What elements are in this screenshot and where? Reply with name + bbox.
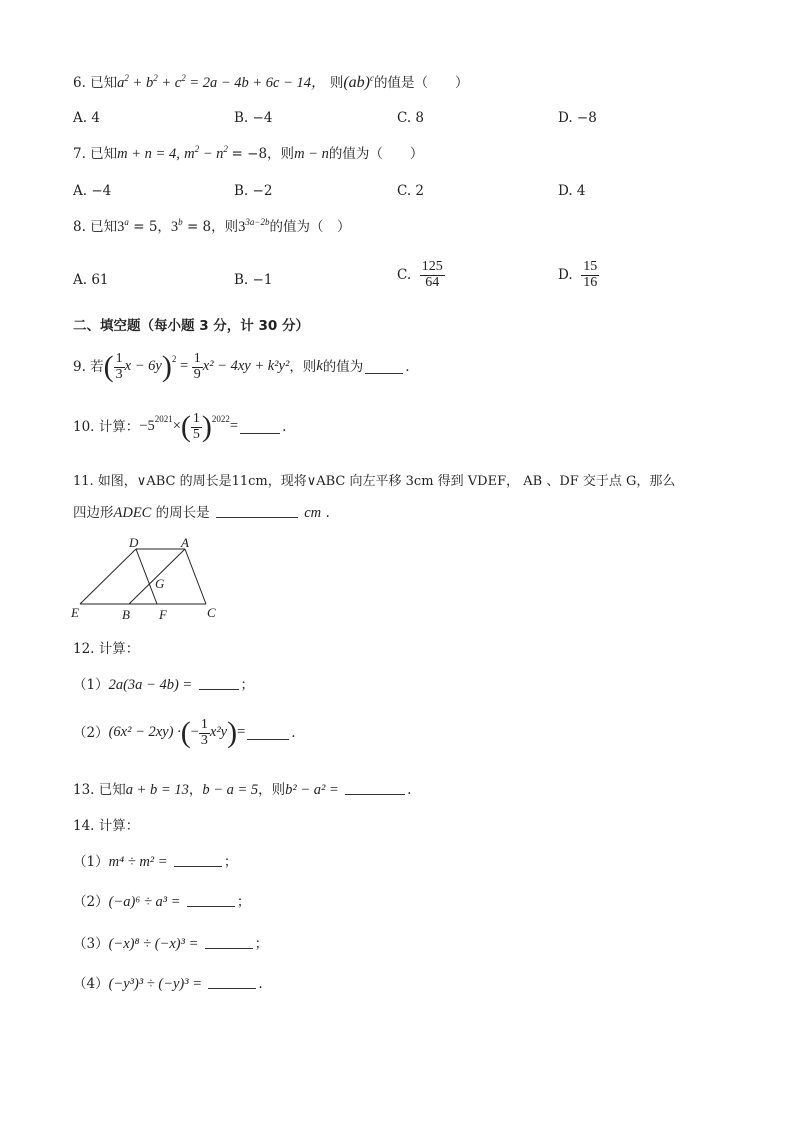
segment-ac [185,549,206,604]
q7-option-d[interactable]: D. 4 [558,183,586,199]
q8-d-numerator: 15 [583,259,598,274]
q13-answer-blank[interactable] [345,782,405,795]
label-a: A [181,535,189,550]
q7-cond2-lhs: $m^2 - n^2$ [184,144,228,162]
label-f: F [159,607,167,622]
q9-value-text: 的值为 [322,359,364,376]
q14-part-4: （4）(−y³)³ ÷ (−y)³ = . [73,976,263,992]
q6-equation-rhs: = 2a − 4b + 6c − 14， [189,75,326,91]
label-b: B [122,607,130,622]
q10-base: −5 [139,418,155,435]
q6-then: 则 [329,75,344,91]
label-g: G [155,576,165,591]
q8-cond1-rhs: = 5， [128,219,171,235]
question-13: 13. 已知a + b = 13，b − a = 5，则b² − a² = . [73,782,412,798]
q6-prefix: 6. 已知 [73,75,118,91]
q14-3-answer-blank[interactable] [205,936,253,949]
q14-part-3: （3）(−x)⁸ ÷ (−x)³ = ； [73,936,269,952]
q12-1-answer-blank[interactable] [199,677,239,690]
q8-c-denominator: 64 [425,274,440,290]
q8-value-text: 的值为（ ） [269,219,351,235]
q9-frac-1-3: $\frac{1}{3}$ [115,351,123,382]
question-14-title: 14. 计算： [73,818,140,834]
q8-cond2-power: 3$^b$ [170,217,183,235]
q10-answer-blank[interactable] [240,421,280,434]
label-c: C [207,605,216,620]
q8-target: $3^{3a-2b}$ [238,217,270,235]
q8-cond2-rhs: = 8，则 [182,219,239,235]
q12-2-answer-blank[interactable] [247,727,289,740]
q6-option-b[interactable]: B. −4 [234,110,273,126]
q8-option-c-label: C. [397,267,412,284]
q8-option-b[interactable]: B. −1 [234,272,273,288]
question-7 [73,146,423,163]
q9-inner: x − 6y [124,358,162,375]
q8-option-d-label: D. [558,267,573,284]
q14-4-answer-blank[interactable] [208,976,256,989]
question-10: 10. 计算： −5 2021 × ( $\frac{1}{5}$ ) 2022 = . [73,410,287,444]
q10-exp2: 2022 [211,414,230,424]
question-9: 9. 若 ( $\frac{1}{3}$ x − 6y ) 2 = $\frac{1}{9}$ x² − 4xy + k²y² ，则 k 的值为 . [73,350,410,384]
q6-option-d[interactable]: D. −8 [558,110,597,126]
q6-value-text: 的值是（ ） [373,75,469,91]
segment-ed [80,549,136,604]
q7-value-text: 的值为（ ） [328,146,424,162]
q8-cond1-power: 3$^a$ [117,217,129,235]
q10-exp1: 2021 [154,414,173,424]
q6-option-c[interactable]: C. 8 [397,110,425,126]
q8-option-d[interactable] [558,260,599,290]
q7-cond2-rhs: = −8，则 [231,146,295,162]
section-2-heading: 二、填空题（每小题 3 分，计 30 分） [73,318,309,334]
q10-prefix: 10. 计算： [73,419,140,436]
q11-answer-blank[interactable] [216,505,298,518]
q10-frac-1-5: $\frac{1}{5}$ [192,411,200,442]
q6-option-a[interactable]: A. 4 [73,110,100,126]
question-11-line-2: 四边形ADEC 的周长是 cm . [73,505,330,521]
label-e: E [71,605,79,620]
q8-option-c[interactable] [397,260,445,290]
segment-df [136,549,157,604]
q7-option-a[interactable]: A. −4 [73,183,112,199]
q7-prefix: 7. 已知 [73,146,118,162]
q9-prefix: 9. 若 [73,359,104,376]
q8-d-denominator: 16 [583,274,598,290]
q12-part-1: （1）2a(3a − 4b) = ； [73,677,254,693]
q12-frac-1-3: $\frac{1}{3}$ [200,717,208,748]
question-11-line-1: 11. 如图，∨ABC 的周长是11cm，现将∨ABC 向左平移 3cm 得到 VDEF， AB 、DF 交于点 G，那么 [73,474,676,489]
q8-option-c-fraction [420,260,445,290]
question-12-title: 12. 计算： [73,641,140,657]
q7-option-c[interactable]: C. 2 [397,183,425,199]
q8-option-d-fraction [581,260,599,290]
q8-c-numerator: 125 [421,259,443,274]
q14-2-answer-blank[interactable] [187,894,235,907]
q9-rhs: x² − 4xy + k²y² [202,358,290,375]
q14-part-2: （2）(−a)⁶ ÷ a³ = ； [73,894,251,910]
q7-target: m − n [294,146,329,162]
q12-part-2: （2） (6x² − 2xy) · ( − $\frac{1}{3}$ x²y ) = . [73,716,296,750]
q6-target: (ab)$^c$ [343,73,374,91]
q8-prefix: 8. 已知 [73,219,118,235]
q9-frac-1-9: $\frac{1}{9}$ [193,351,201,382]
question-8 [73,219,350,236]
q9-k: k [316,358,323,375]
q9-tail: ，则 [289,359,317,376]
q7-option-b[interactable]: B. −2 [234,183,273,199]
q14-part-1: （1）m⁴ ÷ m² = ； [73,854,238,870]
q8-option-a[interactable]: A. 61 [73,272,109,288]
q14-1-answer-blank[interactable] [174,854,222,867]
q9-answer-blank[interactable] [365,361,403,374]
q11-figure [68,533,228,625]
label-d: D [129,535,139,550]
q7-cond1: m + n = 4, [117,146,180,162]
q6-equation-lhs: $a^2 + b^2 + c^2$ [117,73,186,91]
question-6 [73,73,468,92]
